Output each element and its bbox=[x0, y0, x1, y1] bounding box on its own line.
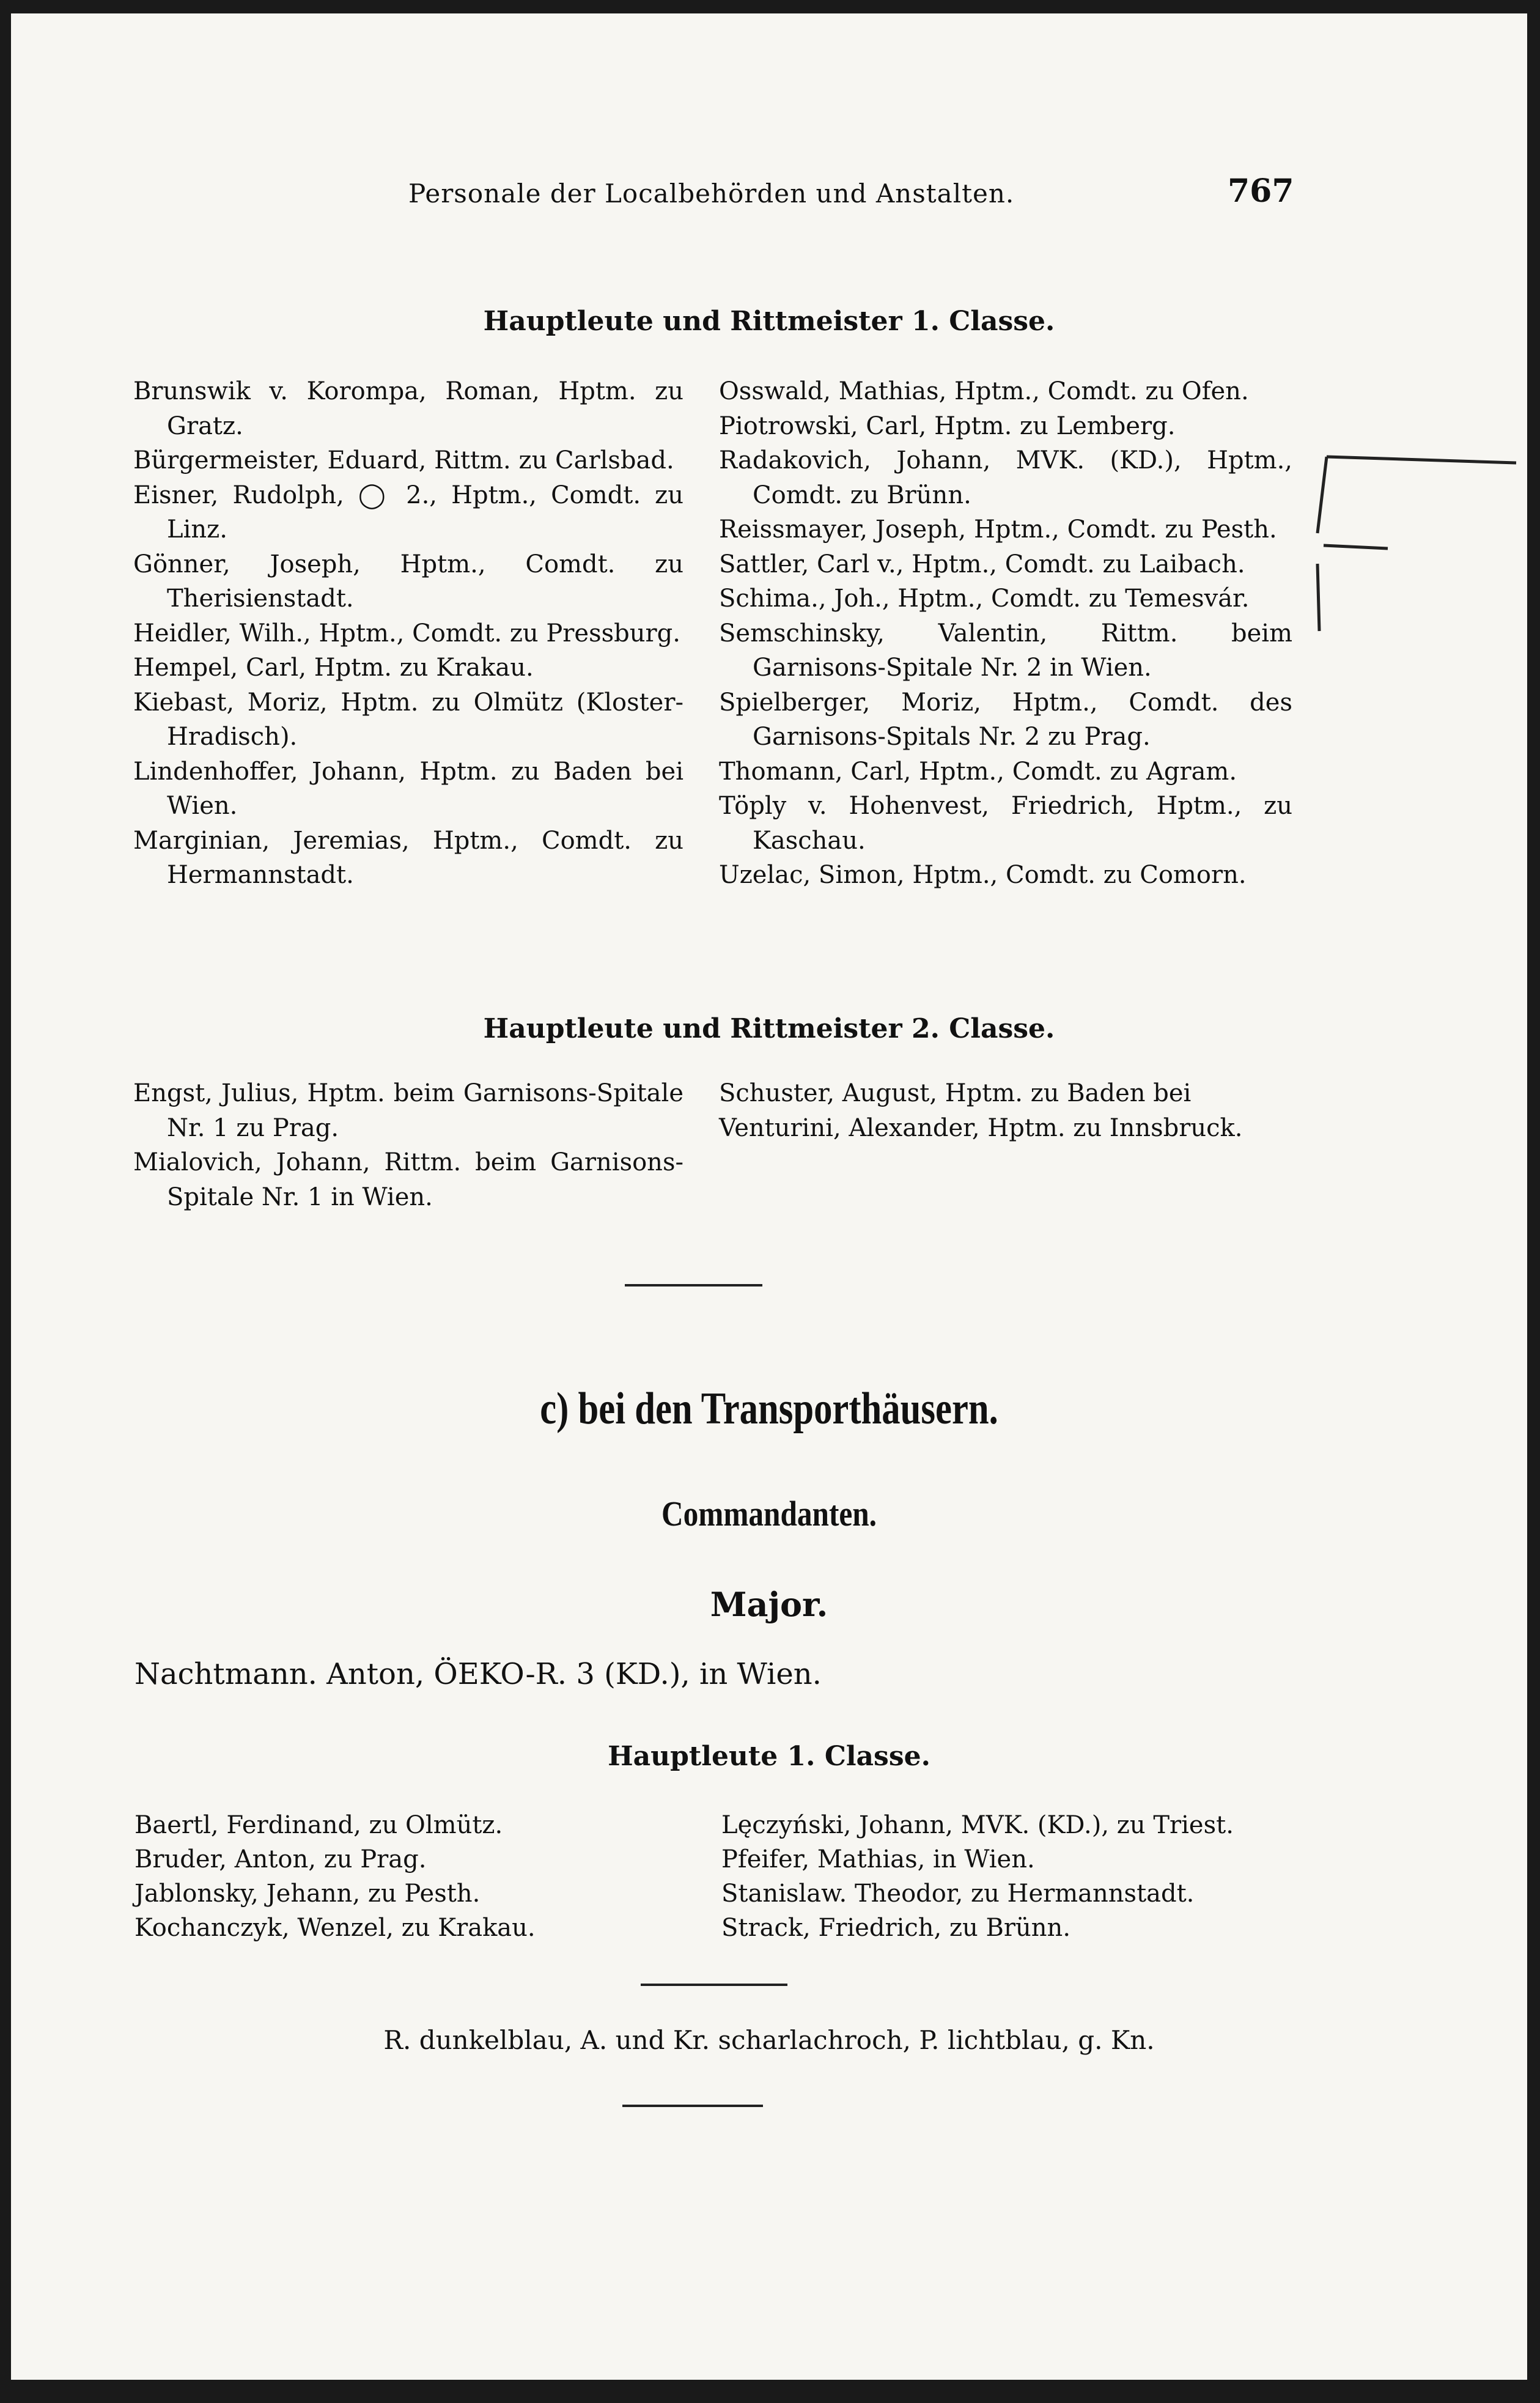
list-item: Schuster, August, Hptm. zu Baden bei bbox=[719, 1079, 1192, 1107]
section-heading-transport-houses: c) bei den Transporthäusern. bbox=[540, 1384, 998, 1434]
list-item: Thomann, Carl, Hptm., Comdt. zu Agram. bbox=[719, 757, 1237, 786]
list-item: Venturini, Alexander, Hptm. zu Innsbruck. bbox=[719, 1113, 1243, 1142]
list-item: Baertl, Ferdinand, zu Olmütz. bbox=[134, 1811, 503, 1839]
list-item: Strack, Friedrich, zu Brünn. bbox=[721, 1914, 1071, 1942]
list-item: Bürgermeister, Eduard, Rittm. zu Carlsbad. bbox=[133, 446, 674, 474]
list-item: Spielberger, Moriz, Hptm., Comdt. des Garnisons-Spitals Nr. 2 zu Prag. bbox=[719, 688, 1292, 751]
right-column-1 bbox=[719, 374, 1292, 893]
divider bbox=[625, 1284, 762, 1286]
list-item: Bruder, Anton, zu Prag. bbox=[134, 1845, 427, 1873]
list-item: Pfeifer, Mathias, in Wien. bbox=[721, 1845, 1035, 1873]
list-item: Jablonsky, Jehann, zu Pesth. bbox=[134, 1880, 481, 1908]
page-number: 767 bbox=[1228, 172, 1294, 210]
list-item: Mialovich, Johann, Rittm. beim Garnisons-Spitale Nr. 1 in Wien. bbox=[133, 1148, 683, 1211]
list-item: Engst, Julius, Hptm. beim Garnisons-Spitale Nr. 1 zu Prag. bbox=[133, 1079, 683, 1142]
list-item: Gönner, Joseph, Hptm., Comdt. zu Therisienstadt. bbox=[133, 550, 683, 613]
rank-heading-captains-1: Hauptleute 1. Classe. bbox=[608, 1741, 930, 1772]
list-item: Semschinsky, Valentin, Rittm. beim Garnisons-Spitale Nr. 2 in Wien. bbox=[719, 619, 1292, 682]
left-column-2 bbox=[133, 1076, 683, 1214]
divider bbox=[641, 1984, 787, 1986]
divider bbox=[622, 2105, 763, 2107]
list-item: Stanislaw. Theodor, zu Hermannstadt. bbox=[721, 1880, 1195, 1908]
list-item: Osswald, Mathias, Hptm., Comdt. zu Ofen. bbox=[719, 377, 1249, 405]
list-item: Lindenhoffer, Johann, Hptm. zu Baden bei Wien. bbox=[133, 757, 683, 820]
sub-heading-commandants: Commandanten. bbox=[661, 1494, 877, 1534]
left-column-1 bbox=[133, 374, 683, 893]
list-item: Piotrowski, Carl, Hptm. zu Lemberg. bbox=[719, 412, 1176, 440]
footnote: R. dunkelblau, A. und Kr. scharlachroch, P. lichtblau, g. Kn. bbox=[383, 2025, 1155, 2055]
list-item: Sattler, Carl v., Hptm., Comdt. zu Laibach. bbox=[719, 550, 1245, 578]
section-heading-captains-2: Hauptleute und Rittmeister 2. Classe. bbox=[483, 1013, 1055, 1044]
list-item: Radakovich, Johann, MVK. (KD.), Hptm., Comdt. zu Brünn. bbox=[719, 446, 1292, 509]
list-item: Töply v. Hohenvest, Friedrich, Hptm., zu Kaschau. bbox=[719, 792, 1292, 855]
right-column-2 bbox=[719, 1076, 1292, 1145]
list-item: Hempel, Carl, Hptm. zu Krakau. bbox=[133, 654, 534, 682]
list-item: Kochanczyk, Wenzel, zu Krakau. bbox=[134, 1914, 536, 1942]
running-title: Personale der Localbehörden und Anstalten. bbox=[408, 179, 1015, 209]
right-column-3 bbox=[721, 1808, 1308, 1945]
book-page bbox=[11, 13, 1527, 2380]
list-item: Kiebast, Moriz, Hptm. zu Olmütz (Kloster-Hradisch). bbox=[133, 688, 683, 751]
section-heading-captains-1: Hauptleute und Rittmeister 1. Classe. bbox=[483, 306, 1055, 337]
list-item: Brunswik v. Korompa, Roman, Hptm. zu Gratz. bbox=[133, 377, 683, 440]
list-item: Lęczyński, Johann, MVK. (KD.), zu Triest. bbox=[721, 1811, 1234, 1839]
list-item: Reissmayer, Joseph, Hptm., Comdt. zu Pesth. bbox=[719, 515, 1277, 544]
list-item: Heidler, Wilh., Hptm., Comdt. zu Pressburg. bbox=[133, 619, 680, 648]
list-item: Marginian, Jeremias, Hptm., Comdt. zu Hermannstadt. bbox=[133, 826, 683, 889]
major-entry: Nachtmann. Anton, ÖEKO-R. 3 (KD.), in Wien. bbox=[134, 1657, 822, 1691]
list-item: Uzelac, Simon, Hptm., Comdt. zu Comorn. bbox=[719, 861, 1247, 889]
rank-heading-major: Major. bbox=[710, 1585, 828, 1624]
list-item: Schima., Joh., Hptm., Comdt. zu Temesvár. bbox=[719, 585, 1250, 613]
margin-bracket-mark bbox=[1314, 448, 1522, 643]
left-column-3 bbox=[134, 1808, 685, 1945]
list-item: Eisner, Rudolph, ◯ 2., Hptm., Comdt. zu Linz. bbox=[133, 481, 683, 544]
